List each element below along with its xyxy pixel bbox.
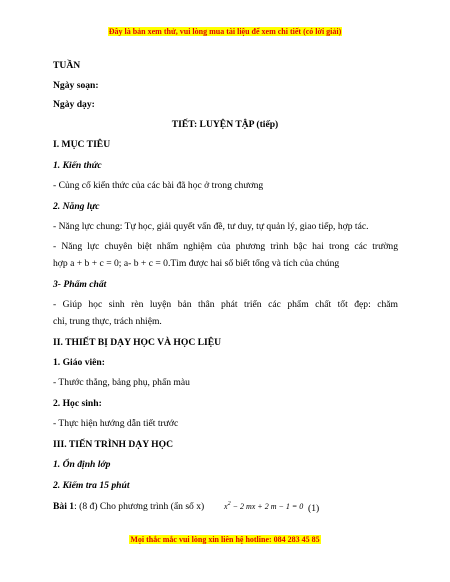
lesson-title: TIẾT: LUYỆN TẬP (tiếp): [171, 119, 279, 130]
equation-exponent: 2: [227, 501, 231, 507]
equation: [224, 501, 303, 511]
section-1-heading: I. MỤC TIÊU: [53, 139, 111, 150]
header-notice-text: Đây là bản xem thử, vui lòng mua tài liệu để xem chi tiết (có lời giải): [108, 27, 342, 36]
bai-1-label: Bài 1: [53, 501, 75, 512]
footer-notice-banner: [0, 535, 450, 544]
nang-luc-chuyen-biet-line-1: - Năng lực chuyên biệt nhẩm nghiệm của phương trình bậc hai trong các trường: [53, 241, 398, 252]
hoc-sinh-text: - Thực hiện hướng dẫn tiết trước: [53, 418, 179, 429]
pham-chat-line-1: - Giúp học sinh rèn luyện bản thân phát triển các phẩm chất tốt đẹp: chăm: [53, 299, 398, 310]
giao-vien-text: - Thước thẳng, bảng phụ, phấn màu: [53, 377, 190, 388]
giao-vien-heading: 1. Giáo viên:: [53, 357, 105, 368]
equation-number: (1): [308, 503, 320, 514]
footer-notice-text: Mọi thắc mắc vui lòng xin liên hệ hotline: 084 283 45 85: [130, 535, 320, 544]
section-3-heading: III. TIẾN TRÌNH DẠY HỌC: [53, 439, 174, 450]
on-dinh-lop-heading: 1. Ổn định lớp: [53, 459, 111, 470]
section-2-heading: II. THIẾT BỊ DẠY HỌC VÀ HỌC LIỆU: [53, 337, 222, 348]
kiem-tra-heading: 2. Kiểm tra 15 phút: [53, 480, 130, 491]
kien-thuc-text: - Củng cố kiến thức của các bài đã học ở trong chương: [53, 180, 264, 191]
ngay-day-label: Ngày dạy:: [53, 99, 95, 110]
hoc-sinh-heading: 2. Học sinh:: [53, 398, 102, 409]
pham-chat-line-2: chỉ, trung thực, trách nhiệm.: [53, 316, 162, 327]
header-notice-banner: [0, 27, 450, 36]
pham-chat-heading: 3- Phẩm chất: [53, 279, 107, 290]
equation-x: x: [224, 502, 228, 511]
nang-luc-heading: 2. Năng lực: [53, 201, 100, 212]
kien-thuc-heading: 1. Kiến thức: [53, 160, 102, 171]
bai-1-text: : (8 đ) Cho phương trình (ẩn số x): [74, 501, 205, 512]
equation-rest: − 2 mx + 2 m − 1 = 0: [232, 502, 304, 511]
nang-luc-chung-text: - Năng lực chung: Tự học, giải quyết vấn đề, tư duy, tự quản lý, giao tiếp, hợp tác.: [53, 221, 369, 232]
ngay-soan-label: Ngày soạn:: [53, 80, 99, 91]
nang-luc-chuyen-biet-line-2: hợp a + b + c = 0; a- b + c = 0.Tìm được hai số biết tổng và tích của chúng: [53, 258, 340, 269]
tuan-label: TUẦN: [53, 60, 81, 71]
